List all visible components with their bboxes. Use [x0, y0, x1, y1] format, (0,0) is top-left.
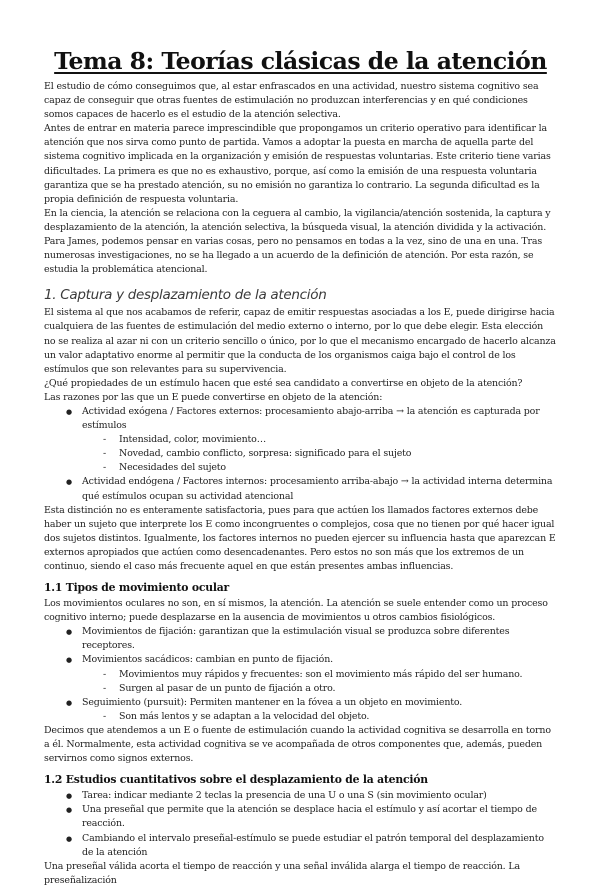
section-1-heading: 1. Captura y desplazamiento de la atención: [44, 287, 327, 304]
sub-list-item: - Movimientos muy rápidos y frecuentes: son el movimiento más rápido del ser humano.: [44, 668, 557, 682]
list-item: ● Movimientos sacádicos: cambian en punto de fijación.: [44, 653, 557, 667]
list-item: ● Actividad exógena / Factores externos: procesamiento abajo-arriba → la atención es capturada por estímulos: [44, 405, 557, 433]
eye-movement-list: [44, 625, 557, 724]
intro-paragraph: En la ciencia, la atención se relaciona con la ceguera al cambio, la vigilancia/atención sostenida, la captura y desplazamiento de la atención, la atención selectiva, la búsqueda visual, la atención dividida y la activación.: [44, 207, 551, 233]
sub-list-item: - Surgen al pasar de un punto de fijación a otro.: [44, 682, 557, 696]
sub-list-item: - Intensidad, color, movimiento…: [44, 433, 557, 447]
list-item: ● Tarea: indicar mediante 2 teclas la presencia de una U o una S (sin movimiento ocular): [44, 789, 557, 803]
list-item: ● Seguimiento (pursuit): Permiten mantener en la fóvea a un objeto en movimiento.: [44, 696, 557, 710]
list-item: ● Cambiando el intervalo preseñal-estímulo se puede estudiar el patrón temporal del desplazamiento de la atención: [44, 832, 557, 860]
sub-list-item: - Necesidades del sujeto: [44, 461, 557, 475]
document-page: [44, 48, 557, 888]
section-1-2-paragraph: Una preseñal válida acorta el tiempo de reacción y una señal inválida alarga el tiempo de reacción. La preseñalización: [44, 860, 520, 886]
list-item: ● Movimientos de fijación: garantizan que la estimulación visual se produzca sobre diferentes receptores.: [44, 625, 557, 653]
section-1-2-heading: 1.2 Estudios cuantitativos sobre el desplazamiento de la atención: [44, 773, 428, 787]
factors-list: [44, 405, 557, 504]
section-1-paragraph: Las razones por las que un E puede convertirse en objeto de la atención:: [44, 391, 383, 403]
section-1-1-paragraph: Los movimientos oculares no son, en sí mismos, la atención. La atención se suele entender como un proceso cognitivo interno; puede desplazarse en la ausencia de movimientos u otros cambios fisiológicos.: [44, 598, 548, 624]
list-item: ● Actividad endógena / Factores internos: procesamiento arriba-abajo → la actividad interna determina qué estímulos ocupan su actividad atencional: [44, 475, 557, 503]
section-1-1-heading: 1.1 Tipos de movimiento ocular: [44, 581, 230, 595]
list-item: ● Una preseñal que permite que la atención se desplace hacia el estímulo y así acortar el tiempo de reacción.: [44, 803, 557, 831]
studies-list: [44, 789, 557, 859]
page-title: Tema 8: Teorías clásicas de la atención: [54, 47, 547, 75]
section-1-question: ¿Qué propiedades de un estímulo hacen que esté sea candidato a convertirse en objeto de la atención?: [44, 377, 523, 389]
intro-paragraph: Antes de entrar en materia parece imprescindible que propongamos un criterio operativo para identificar la atención que nos sirva como punto de partida. Vamos a adoptar la puesta en marcha de aquella parte del sistema cognitivo implicada en la organización y emisión de respuestas voluntarias. Este criterio tiene varias dificultades. La primera es que no es exhaustivo, porque, así como la emisión de una respuesta voluntaria garantiza que se ha prestado atención, su no emisión no garantiza lo contrario. La segunda dificultad es la propia definición de respuesta voluntaria.: [44, 123, 551, 205]
intro-paragraph: Para James, podemos pensar en varias cosas, pero no pensamos en todas a la vez, sino de una en una. Tras numerosas investigaciones, no se ha llegado a un acuerdo de la definición de atención. Por esta razón, se estudia la problemática atencional.: [44, 236, 543, 276]
sub-list-item: - Novedad, cambio conflicto, sorpresa: significado para el sujeto: [44, 447, 557, 461]
sub-list-item: - Son más lentos y se adaptan a la velocidad del objeto.: [44, 710, 557, 724]
section-1-paragraph: El sistema al que nos acabamos de referir, capaz de emitir respuestas asociadas a los E, puede dirigirse hacia cualquiera de las fuentes de estimulación del medio externo o interno, por lo que debe elegir. Esta elección no se realiza al azar ni con un criterio sencillo o único, por lo que el mecanismo encargado de hacerlo alcanza un valor adaptativo enorme al permitir que la conducta de los organismos caiga bajo el control de los estímulos que son relevantes para su supervivencia.: [44, 307, 556, 375]
section-1-paragraph: Esta distinción no es enteramente satisfactoria, pues para que actúen los llamados factores externos debe haber un sujeto que interprete los E como incongruentes o complejos, cosa que no tienen por qué hacer igual dos sujetos distintos. Igualmente, los factores internos no pueden ejercer su influencia hasta que aparezcan E externos apropiados que actúen como desencadenantes. Pero estos no son más que los extremos de un continuo, siendo el caso más frecuente aquel en que están presentes ambas influencias.: [44, 504, 556, 572]
section-1-1-paragraph: Decimos que atendemos a un E o fuente de estimulación cuando la actividad cognitiva se desarrolla en torno a él. Normalmente, esta actividad cognitiva se ve acompañada de otros componentes que, además, pueden servirnos como signos externos.: [44, 724, 551, 765]
intro-paragraph: El estudio de cómo conseguimos que, al estar enfrascados en una actividad, nuestro sistema cognitivo sea capaz de conseguir que otras fuentes de estimulación no produzcan interferencias y en qué condiciones somos capaces de hacerlo es el estudio de la atención selectiva.: [44, 81, 539, 121]
